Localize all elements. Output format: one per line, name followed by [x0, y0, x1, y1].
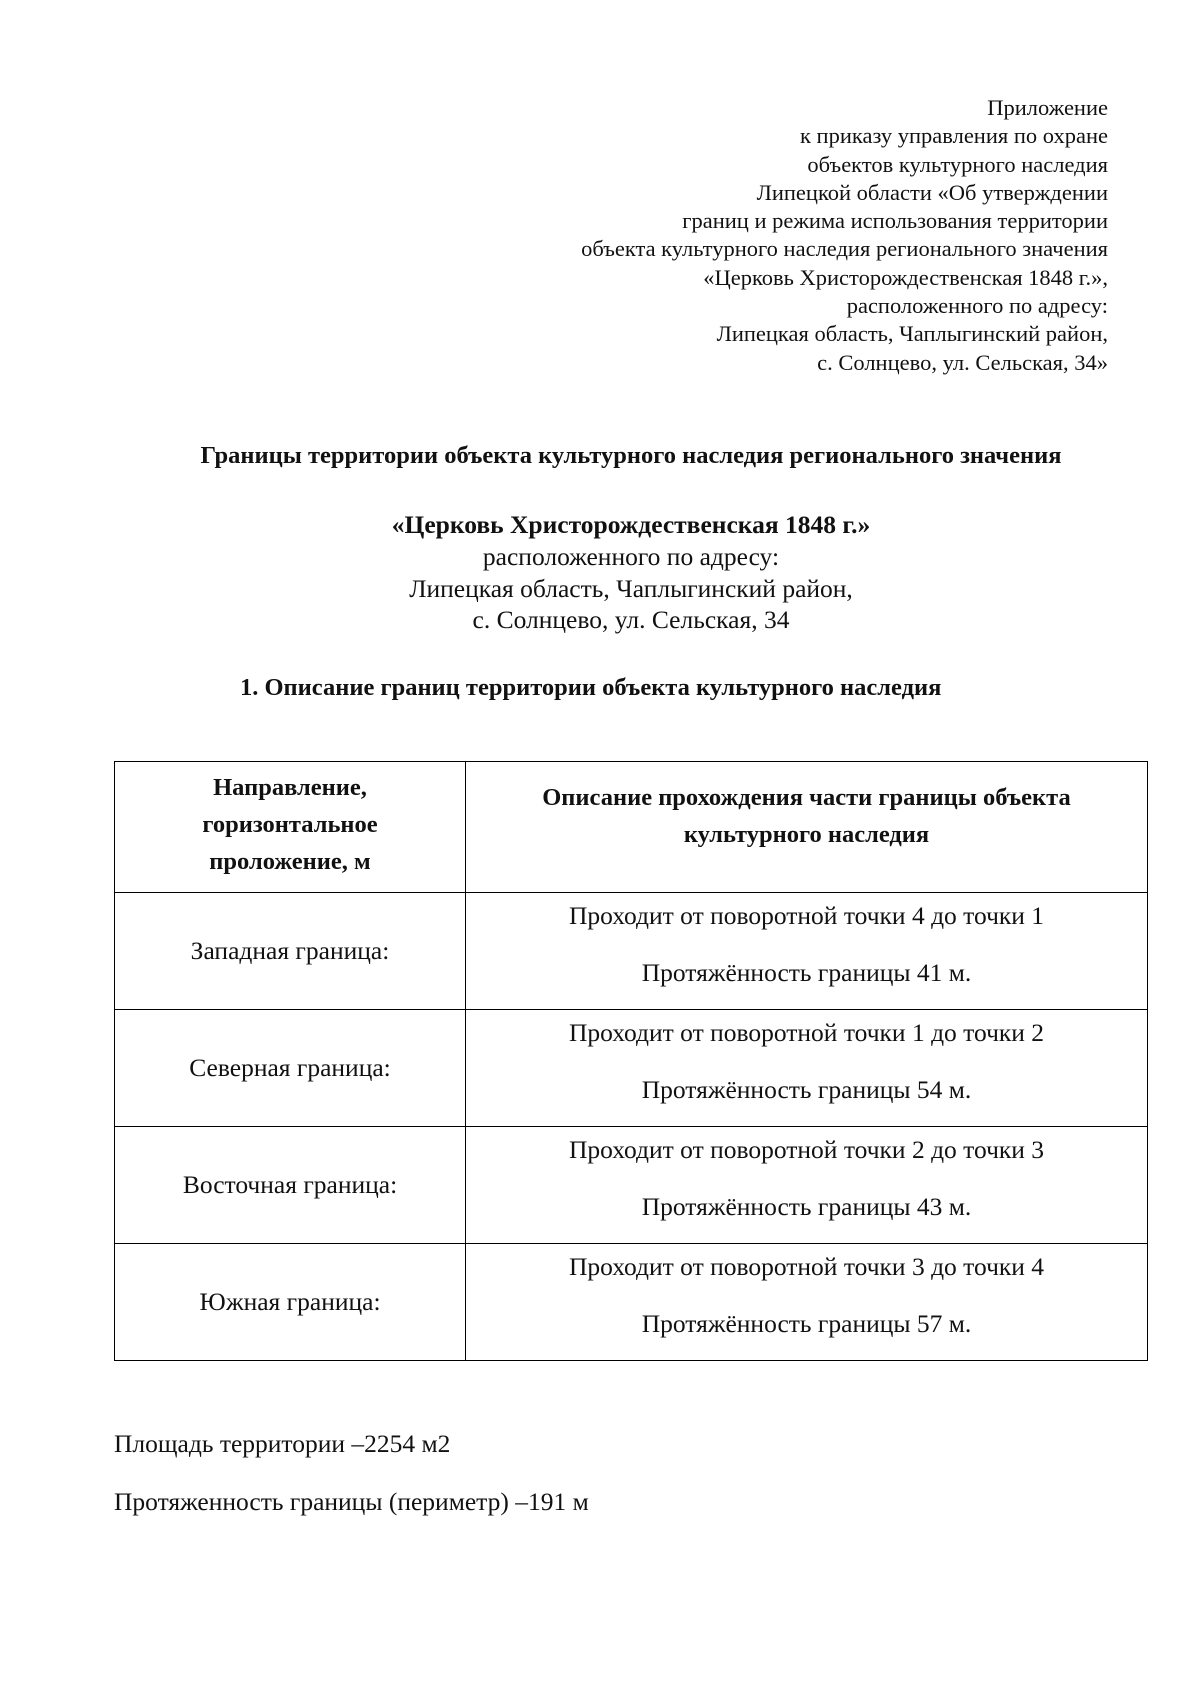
appendix-line: Липецкая область, Чаплыгинский район,: [716, 321, 1108, 347]
direction-cell: Северная граница:: [115, 1010, 466, 1127]
direction-cell: Восточная граница:: [115, 1127, 466, 1244]
appendix-header: [388, 94, 1108, 377]
passes-text: Проходит от поворотной точки 3 до точки 4: [568, 1252, 1045, 1281]
appendix-line: с. Солнцево, ул. Сельская, 34»: [817, 349, 1108, 375]
passes-text: Проходит от поворотной точки 1 до точки 2: [568, 1018, 1045, 1047]
table-row: [115, 1244, 1148, 1361]
column-header-direction: [115, 762, 466, 893]
appendix-line: Приложение: [987, 95, 1108, 120]
passes-text: Проходит от поворотной точки 4 до точки 1: [568, 901, 1045, 930]
appendix-line: объекта культурного наследия регионального значения: [581, 236, 1108, 262]
address-line-street: с. Солнцево, ул. Сельская, 34: [472, 605, 790, 635]
object-info: [116, 509, 1146, 636]
description-cell: [466, 1244, 1148, 1361]
description-cell: [466, 893, 1148, 1010]
appendix-line: к приказу управления по охране: [799, 123, 1108, 149]
object-name: «Церковь Христорождественская 1848 г.»: [391, 510, 871, 539]
passes-text: Проходит от поворотной точки 2 до точки 3: [568, 1135, 1045, 1164]
table-row: [115, 893, 1148, 1010]
table-row: [115, 1127, 1148, 1244]
appendix-line: границ и режима использования территории: [682, 208, 1108, 234]
appendix-line: расположенного по адресу:: [846, 293, 1108, 319]
length-text: Протяжённость границы 41 м.: [641, 958, 972, 987]
section-heading: 1. Описание границ территории объекта культурного наследия: [240, 674, 942, 701]
length-text: Протяжённость границы 43 м.: [641, 1192, 972, 1221]
length-text: Протяжённость границы 57 м.: [641, 1309, 972, 1338]
description-cell: [466, 1127, 1148, 1244]
direction-cell: Западная граница:: [115, 893, 466, 1010]
table-header-row: [115, 762, 1148, 893]
appendix-line: объектов культурного наследия: [807, 151, 1108, 177]
territory-area: Площадь территории –2254 м2: [114, 1429, 451, 1458]
direction-cell: Южная граница:: [115, 1244, 466, 1361]
address-line-region: Липецкая область, Чаплыгинский район,: [409, 573, 853, 603]
column-header-description-label: Описание прохождения части границы объекта культурного наследия: [542, 784, 1071, 848]
address-intro: расположенного по адресу:: [482, 541, 780, 571]
table-row: [115, 1010, 1148, 1127]
boundary-perimeter: Протяженность границы (периметр) –191 м: [114, 1487, 589, 1516]
appendix-line: Липецкой области «Об утверждении: [756, 179, 1108, 205]
appendix-line: «Церковь Христорождественская 1848 г.»,: [703, 264, 1108, 290]
column-header-description: [466, 762, 1148, 893]
length-text: Протяжённость границы 54 м.: [641, 1075, 972, 1104]
document-title: Границы территории объекта культурного наследия регионального значения: [200, 442, 1062, 469]
column-header-direction-label: Направление, горизонтальное проложение, м: [202, 773, 378, 875]
description-cell: [466, 1010, 1148, 1127]
boundary-table: [114, 761, 1148, 1361]
